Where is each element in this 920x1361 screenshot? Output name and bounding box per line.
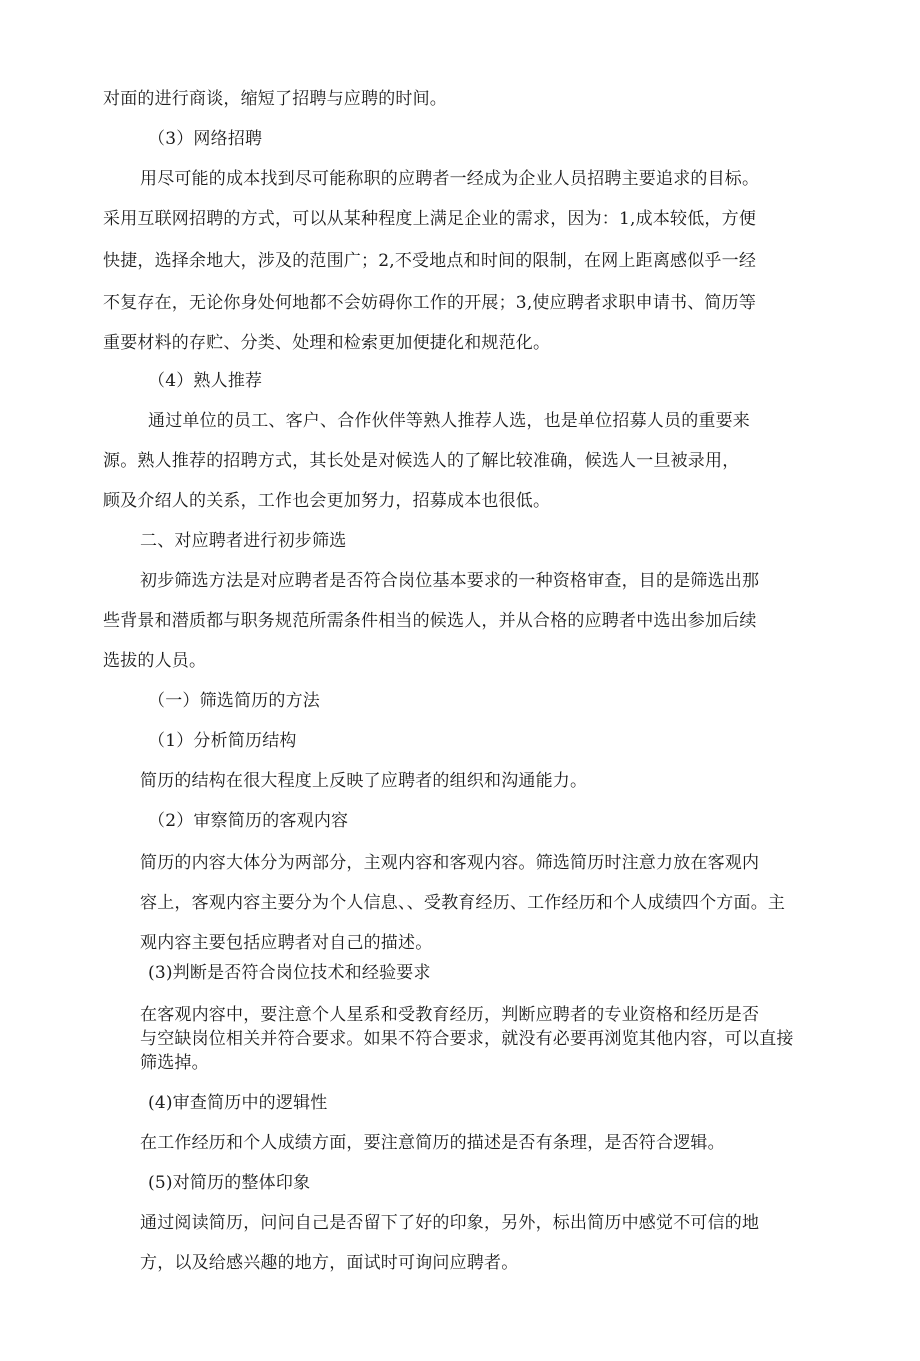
section-heading: (5)对简历的整体印象 <box>148 1173 311 1193</box>
paragraph-line: 初步筛选方法是对应聘者是否符合岗位基本要求的一种资格审查，目的是筛选出那 <box>140 571 760 591</box>
paragraph-line: 简历的结构在很大程度上反映了应聘者的组织和沟通能力。 <box>140 771 588 791</box>
section-heading: （2）审察简历的客观内容 <box>148 811 349 831</box>
paragraph-line: 不复存在，无论你身处何地都不会妨碍你工作的开展；3,使应聘者求职申请书、简历等 <box>103 293 757 313</box>
paragraph-line: 与空缺岗位相关并符合要求。如果不符合要求，就没有必要再浏览其他内容，可以直接 <box>140 1029 794 1049</box>
paragraph-line: 些背景和潜质都与职务规范所需条件相当的候选人，并从合格的应聘者中选出参加后续 <box>103 611 757 631</box>
section-heading: (3)判断是否符合岗位技术和经验要求 <box>148 963 431 983</box>
paragraph-line: 容上，客观内容主要分为个人信息、、受教育经历、工作经历和个人成绩四个方面。主 <box>140 893 786 913</box>
paragraph-line: 快捷，选择余地大，涉及的范围广；2,不受地点和时间的限制，在网上距离感似乎一经 <box>103 251 757 271</box>
paragraph-line: 在工作经历和个人成绩方面，要注意简历的描述是否有条理，是否符合逻辑。 <box>140 1133 725 1153</box>
section-heading: 二、对应聘者进行初步筛选 <box>140 531 347 551</box>
paragraph-line: 采用互联网招聘的方式，可以从某种程度上满足企业的需求，因为：1,成本较低，方便 <box>103 209 757 229</box>
section-heading: （4）熟人推荐 <box>148 371 263 391</box>
section-heading: （3）网络招聘 <box>148 129 263 149</box>
paragraph-line: 方，以及给感兴趣的地方，面试时可询问应聘者。 <box>140 1253 519 1273</box>
paragraph-line: 重要材料的存贮、分类、处理和检索更加便捷化和规范化。 <box>103 333 551 353</box>
paragraph-line: 通过单位的员工、客户、合作伙伴等熟人推荐人选，也是单位招募人员的重要来 <box>148 411 750 431</box>
section-heading: （一）筛选简历的方法 <box>148 691 320 711</box>
paragraph-line: 筛选掉。 <box>140 1053 209 1073</box>
section-heading: （1）分析简历结构 <box>148 731 297 751</box>
paragraph-line: 通过阅读简历，问问自己是否留下了好的印象，另外，标出简历中感觉不可信的地 <box>140 1213 760 1233</box>
paragraph-line: 用尽可能的成本找到尽可能称职的应聘者一经成为企业人员招聘主要追求的目标。 <box>140 169 760 189</box>
paragraph-line: 在客观内容中，要注意个人星系和受教育经历，判断应聘者的专业资格和经历是否 <box>140 1005 760 1025</box>
paragraph-line: 源。熟人推荐的招聘方式，其长处是对候选人的了解比较准确，候选人一旦被录用， <box>103 451 740 471</box>
section-heading: (4)审查简历中的逻辑性 <box>148 1093 328 1113</box>
paragraph-line: 观内容主要包括应聘者对自己的描述。 <box>140 933 433 953</box>
paragraph-line: 对面的进行商谈，缩短了招聘与应聘的时间。 <box>103 89 447 109</box>
paragraph-line: 选拔的人员。 <box>103 651 207 671</box>
paragraph-line: 顾及介绍人的关系，工作也会更加努力，招募成本也很低。 <box>103 491 551 511</box>
paragraph-line: 简历的内容大体分为两部分，主观内容和客观内容。筛选简历时注意力放在客观内 <box>140 853 760 873</box>
